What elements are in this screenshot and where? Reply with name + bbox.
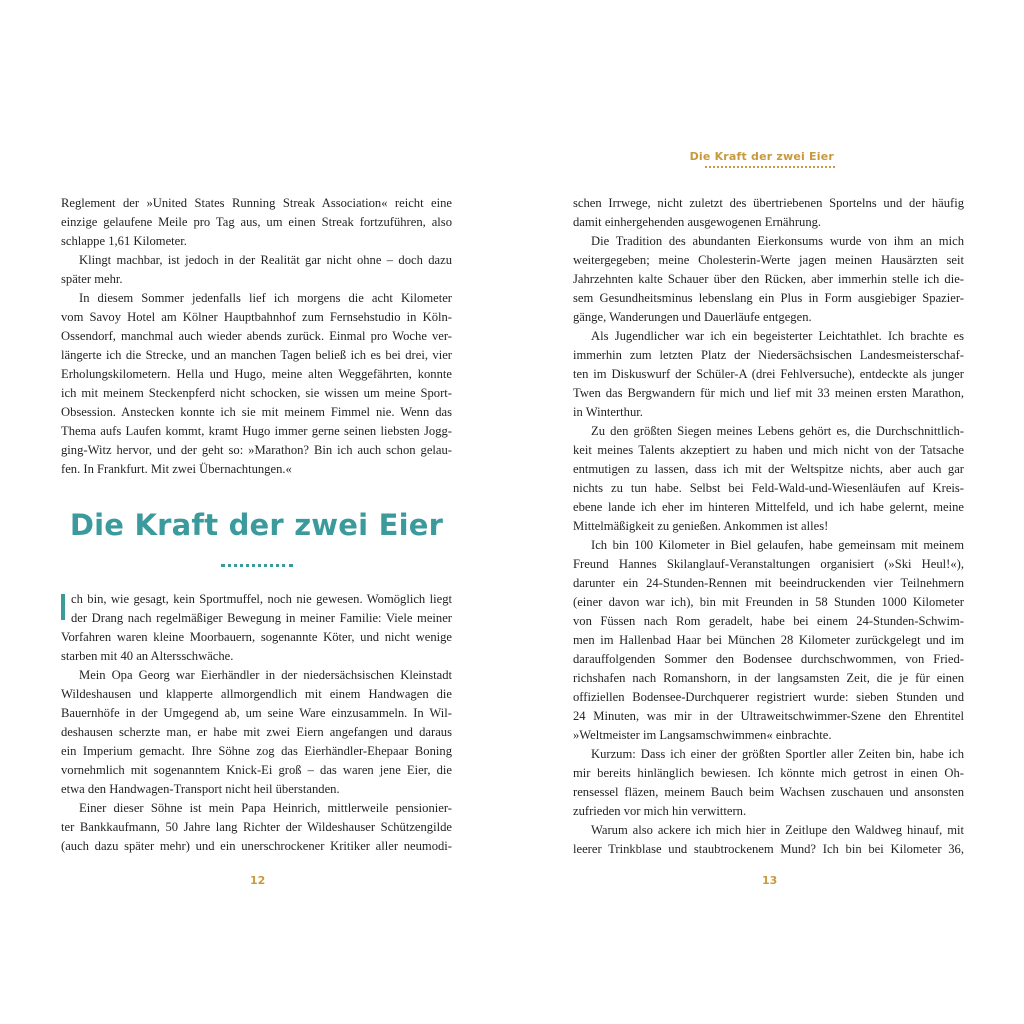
body-line: Warum also ackere ich mich hier in Zeitlupe den Waldweg hinauf, mit (591, 823, 964, 837)
body-line: Freund Hannes Skilanglauf-Veranstaltungen organisiert (»Ski Heul!«), (573, 557, 964, 571)
body-line: später mehr. (61, 272, 123, 286)
page-number: 12 (250, 874, 266, 887)
running-head: Die Kraft der zwei Eier (689, 150, 834, 163)
body-line: Die Tradition des abundanten Eierkonsums wurde von ihm an mich (591, 234, 964, 248)
body-line: Mittelmäßigkeit zu genießen. Ankommen ist alles! (573, 519, 829, 533)
body-line: schen Irrwege, nicht zuletzt des übertriebenen Sportelns und der häufig (573, 196, 964, 210)
body-line: (auch dazu später mehr) und ein unerschrockener Kritiker aller neumodi- (61, 839, 452, 853)
body-line: Obsession. Anstecken konnte ich sie mit meinem Fimmel nie. Wenn das (61, 405, 452, 419)
body-line: sem Gesundheitsminus lebenslang ein Plus in Form ausgiebiger Spazier- (573, 291, 964, 305)
running-head-dot-rule (705, 166, 835, 168)
body-line: zufrieden vor mich hin verwittern. (573, 804, 747, 818)
body-line: In diesem Sommer jedenfalls lief ich morgens die acht Kilometer (79, 291, 452, 305)
body-line: richshafen nach Romanshorn, in der langsamsten Zeit, die je für einen (573, 671, 964, 685)
body-line: gänge, Wanderungen und Dauerläufe entgegen. (573, 310, 812, 324)
body-line: darunter ein 24-Stunden-Rennen mit beeindruckenden vier Teilnehmern (573, 576, 964, 590)
body-line: starben mit 40 an Altersschwäche. (61, 649, 234, 663)
body-line: von Füssen nach Rom geradelt, habe bei einem 24-Stunden-Schwim- (573, 614, 964, 628)
body-line: Erholungskilometern. Hella und Hugo, meine alten Weggefährten, konnte (61, 367, 452, 381)
body-line: Wildeshausen und klapperte allmorgendlich mit einem Handwagen die (61, 687, 452, 701)
body-line: mir bereits hinlänglich bewiesen. Ich könnte mich getrost in einen Oh- (573, 766, 964, 780)
body-line: Einer dieser Söhne ist mein Papa Heinrich, mittlerweile pensionier- (79, 801, 452, 815)
body-line: ging-Witz hervor, und der geht so: »Marathon? Bin ich auch schon gelau- (61, 443, 452, 457)
body-line: ten im Diskuswurf der Schüler-A (drei Fehlversuche), entdeckte als junger (573, 367, 964, 381)
body-line: Ich bin 100 Kilometer in Biel gelaufen, habe gemeinsam mit meinem (591, 538, 964, 552)
right-page (512, 0, 1024, 1024)
body-line: men im Hallenbad Haar bei München 28 Kilometer zurückgelegt und im (573, 633, 964, 647)
body-line: Vorfahren waren kleine Moorbauern, sogenannte Köter, und nicht wenige (61, 630, 452, 644)
body-line: Kurzum: Dass ich einer der größten Sportler aller Zeiten bin, habe ich (591, 747, 964, 761)
body-line: einzige gelaufene Meile pro Tag aus, um einen Streak fortzuführen, also (61, 215, 452, 229)
body-line: 24 Minuten, was mir in der Ultraweitschwimmer-Szene den Ehrentitel (573, 709, 964, 723)
body-line: Thema aufs Laufen kommt, kramt Hugo immer gerne seinen liebsten Jogg- (61, 424, 452, 438)
body-line: keit meines Talents akzeptiert zu haben und mich nicht von der Tatsache (573, 443, 964, 457)
body-line: deshausen scherzte man, er habe mit zwei Eiern angefangen und daraus (61, 725, 452, 739)
body-line: rensessel fläzen, meinem Bauch beim Wachsen zuschauen und ansonsten (573, 785, 964, 799)
body-line: Als Jugendlicher war ich ein begeisterter Leichtathlet. Ich brachte es (591, 329, 964, 343)
body-line: Zu den größten Siegen meines Lebens gehört es, die Durchschnittlich- (591, 424, 964, 438)
body-line: ebene lande ich eher im hinteren Mittelfeld, und ich habe gelernt, meine (573, 500, 964, 514)
page-number: 13 (762, 874, 778, 887)
body-line: Bauernhöfe in der Umgegend ab, um seine Ware einzusammeln. In Wil- (61, 706, 452, 720)
body-line: entmutigen zu lassen, dass ich mit der Weltspitze nichts, aber auch gar (573, 462, 964, 476)
body-line: Reglement der »United States Running Streak Association« reicht eine (61, 196, 452, 210)
body-line: weitergegeben; meine Cholesterin-Werte jagen meinen Hausärzten seit (573, 253, 964, 267)
body-line: vornehmlich mit sogenanntem Knick-Ei groß – das waren jene Eier, die (61, 763, 452, 777)
body-line: leerer Trinkblase und staubtrockenem Mund? Ich bin bei Kilometer 36, (573, 842, 964, 856)
body-line: »Weltmeister im Langsamschwimmen« einbrachte. (573, 728, 832, 742)
body-line: Mein Opa Georg war Eierhändler in der niedersächsischen Kleinstadt (79, 668, 452, 682)
body-line: etwa den Handwagen-Transport nicht heil überstanden. (61, 782, 340, 796)
body-line: ch bin, wie gesagt, kein Sportmuffel, noch nie gewesen. Womöglich liegt (71, 592, 452, 606)
body-line: ein Imperium gemacht. Ihre Söhne zog das Eierhändler-Ehepaar Boning (61, 744, 452, 758)
body-line: immerhin zum letzten Platz der Niedersächsischen Landesmeisterschaf- (573, 348, 964, 362)
body-line: fen. In Frankfurt. Mit zwei Übernachtungen.« (61, 462, 292, 476)
title-dot-rule (221, 564, 293, 567)
body-line: in Winterthur. (573, 405, 643, 419)
body-line: Ossendorf, manchmal auch wieder abends zurück. Einmal pro Woche ver- (61, 329, 452, 343)
body-line: damit einhergehenden ausgewogenen Ernährung. (573, 215, 822, 229)
body-line: schlappe 1,61 Kilometer. (61, 234, 187, 248)
body-line: längerte ich die Strecke, und an manchen Tagen beließ ich es bei drei, vier (61, 348, 452, 362)
body-line: der Drang nach regelmäßiger Bewegung in meiner Familie: Viele meiner (71, 611, 452, 625)
body-line: Jahrzehnten kalte Schauer über den Rücken, aber immerhin stelle ich die- (573, 272, 964, 286)
body-line: Klingt machbar, ist jedoch in der Realität gar nicht ohne – doch dazu (79, 253, 452, 267)
body-line: Twen das Bergwandern für mich und lief mit 33 meinen ersten Marathon, (573, 386, 964, 400)
body-line: offiziellen Bodensee-Durchquerer registriert wurde: sieben Stunden und (573, 690, 964, 704)
chapter-title: Die Kraft der zwei Eier (69, 508, 444, 542)
body-line: nichts zu tun habe. Selbst bei Feld-Wald-und-Wiesenläufen auf Kreis- (573, 481, 964, 495)
body-line: vom Savoy Hotel am Kölner Hauptbahnhof zum Fernsehstudio in Köln- (61, 310, 452, 324)
body-line: ich mit meinem Steckenpferd nicht schocken, sie wissen um meine Sport- (61, 386, 452, 400)
body-line: ter Bankkaufmann, 50 Jahre lang Richter der Wildeshauser Schützengilde (61, 820, 452, 834)
body-line: darauffolgenden Sommer den Bodensee durchschwommen, von Fried- (573, 652, 964, 666)
body-line: (einer davon war ich), bin mit Freunden in 58 Stunden 1000 Kilometer (573, 595, 964, 609)
